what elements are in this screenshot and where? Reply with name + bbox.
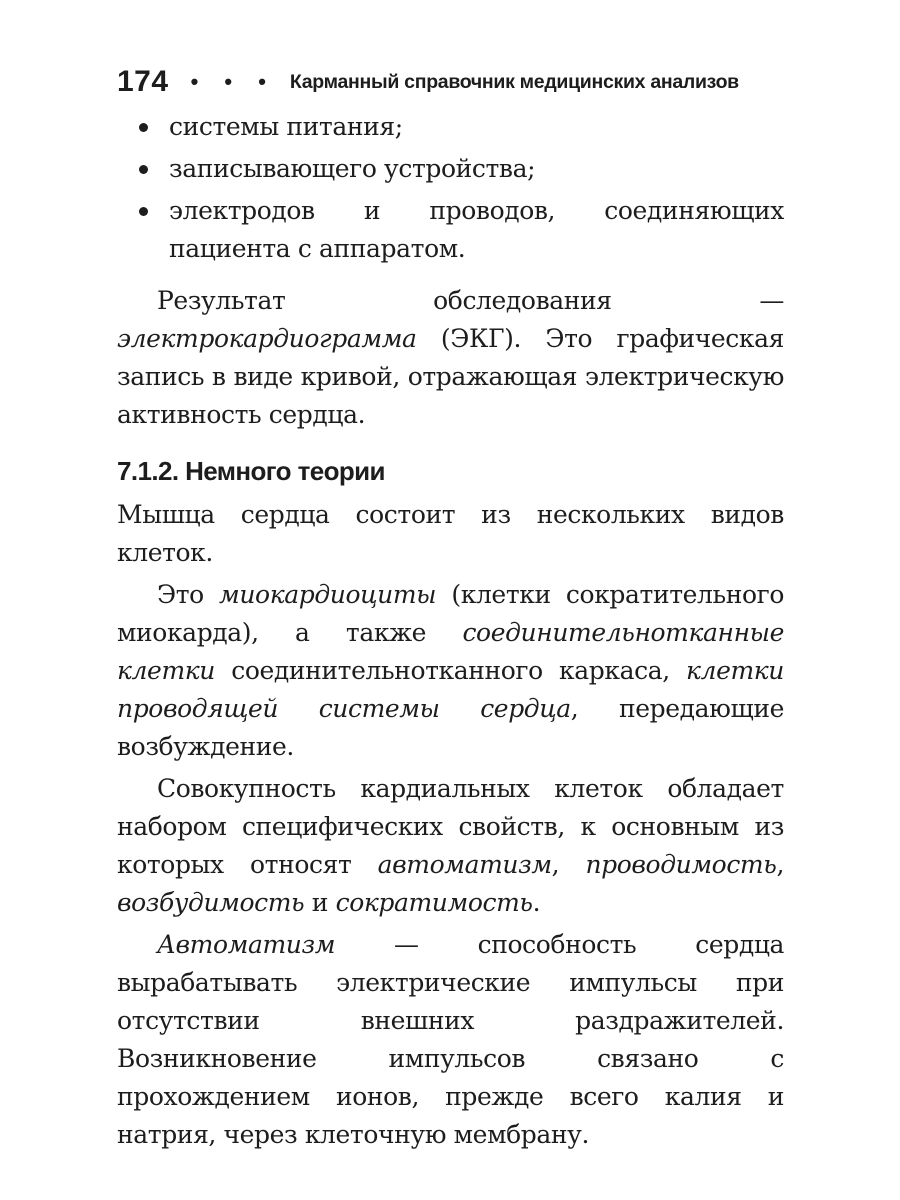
term-conductivity: проводимость (585, 850, 777, 879)
running-head (117, 60, 784, 104)
term-automatism: автоматизм (377, 850, 552, 879)
paragraph-automatism (117, 926, 784, 1154)
text-run: Совокупность кардиальных клеток обладает набором специфических свойств, к основным из которых относят (117, 774, 784, 879)
paragraph-intro: Мышца сердца состоит из нескольких видов клеток. (117, 500, 784, 567)
term-connective-cells: соединительнотканные клетки (117, 618, 784, 685)
text-run: Это (157, 580, 220, 609)
term-excitability: возбудимость (117, 888, 305, 917)
text-run: (ЭКГ). Это графическая запись в виде кривой, отражающая электрическую активность сердца. (117, 324, 784, 429)
page-body (117, 108, 784, 1154)
text-run: . (532, 888, 541, 917)
list-item: электродов и проводов, соединяющих пациента с аппаратом. (117, 192, 784, 268)
header-dots: • • • (190, 69, 276, 94)
text-run: соединительнотканного каркаса, (214, 656, 687, 685)
term-ecg: электрокардиограмма (117, 324, 417, 353)
text-run: , передающие возбуждение. (117, 694, 784, 761)
text-run: (клетки сократительного миокарда), а также (117, 580, 784, 647)
paragraph-result (117, 282, 784, 434)
term-contractility: сократимость (335, 888, 533, 917)
paragraph-properties (117, 770, 784, 922)
term-conduction-cells: клетки проводящей системы сердца (117, 656, 784, 723)
text-run: и (304, 888, 336, 917)
paragraph-cell-types (117, 576, 784, 766)
list-item: системы питания; (117, 108, 784, 146)
term-myocardiocytes: миокардиоциты (219, 580, 437, 609)
term-automatism-definition: Автоматизм (157, 930, 336, 959)
list-item: записывающего устройства; (117, 150, 784, 188)
text-run: — способность сердца вырабатывать электрические импульсы при отсутствии внешних раздражителей. Возникновение импульсов связано с прохождением ионов, прежде всего калия и натрия, через клеточную мембрану. (117, 930, 784, 1149)
text-run: , (551, 850, 586, 879)
page-number: 174 (117, 65, 169, 98)
book-page (117, 60, 784, 1154)
text-run: , (776, 850, 784, 879)
bullet-list (117, 108, 784, 268)
section-heading: 7.1.2. Немного теории (117, 456, 385, 486)
text-run: Результат обследования — (157, 286, 784, 315)
book-title: Карманный справочник медицинских анализов (289, 70, 739, 93)
